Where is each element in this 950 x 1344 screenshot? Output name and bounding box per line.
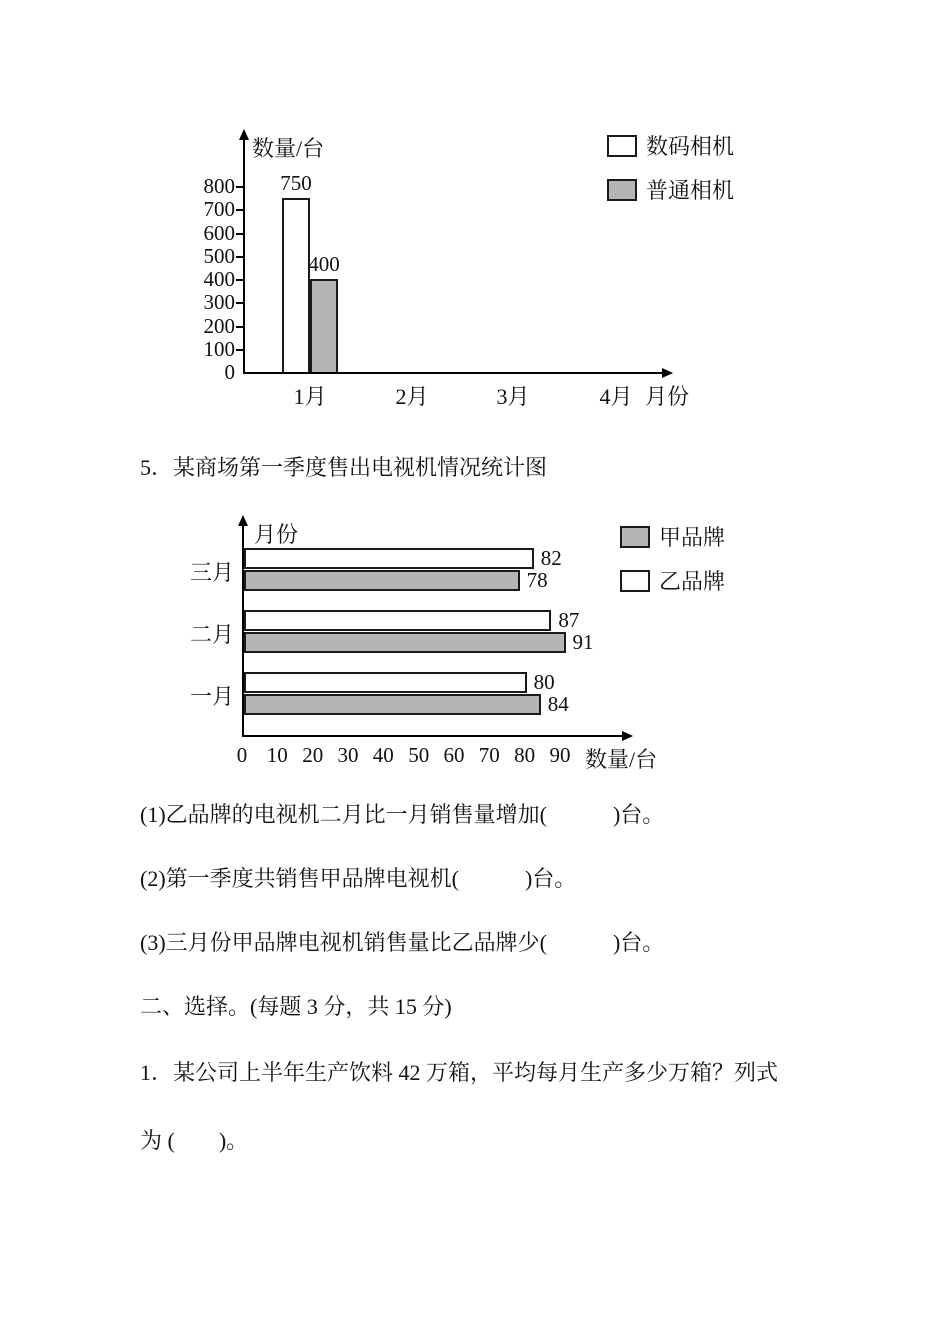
legend-label-brand-b: 乙品牌 — [659, 569, 726, 594]
legend-label-ordinary-camera: 普通相机 — [646, 178, 735, 203]
chart1-bar-value-label: 400 — [308, 252, 340, 276]
chart2-y-axis-arrow-icon — [238, 515, 248, 526]
chart2-x-tick-label: 50 — [408, 743, 430, 767]
chart2-bar-value-label: 84 — [547, 692, 569, 716]
chart1-y-tick — [236, 233, 243, 235]
chart1-y-tick — [236, 349, 243, 351]
chart2-x-tick-label: 70 — [478, 743, 500, 767]
chart1-y-tick — [236, 186, 243, 188]
chart1-y-tick — [236, 279, 243, 281]
chart1-x-axis — [243, 372, 662, 374]
chart2-x-tick-label: 60 — [443, 743, 465, 767]
question-5-sub-2: (2)第一季度共销售甲品牌电视机( )台。 — [140, 866, 577, 891]
chart1-legend — [607, 130, 734, 218]
chart2-bar-brand-b — [244, 610, 551, 631]
legend-row-ordinary-camera — [607, 174, 734, 205]
chart1-y-tick — [236, 256, 243, 258]
chart2-bar-brand-b — [244, 672, 527, 693]
question-5-sub-1: (1)乙品牌的电视机二月比一月销售量增加( )台。 — [140, 802, 665, 827]
legend-swatch-ordinary-camera — [607, 179, 637, 201]
legend-row-brand-b — [620, 565, 725, 596]
chart1-x-axis-label: 月份 — [645, 384, 690, 409]
legend-label-digital-camera: 数码相机 — [646, 134, 735, 159]
chart2-bar-value-label: 82 — [540, 546, 562, 570]
chart1-x-axis-arrow-icon — [662, 368, 673, 378]
legend-swatch-brand-a — [620, 526, 650, 548]
section-2-question-1-line-2: 为 ( )。 — [140, 1128, 249, 1153]
chart1-y-axis — [243, 140, 245, 374]
chart2-x-axis-arrow-icon — [622, 731, 633, 741]
chart1-category-label: 1月 — [293, 384, 327, 409]
chart1-y-axis-arrow-icon — [239, 129, 249, 140]
chart1-y-tick-label: 700 — [203, 197, 235, 221]
chart1-y-tick-label: 400 — [203, 267, 235, 291]
chart2-x-tick-label: 10 — [266, 743, 288, 767]
chart2-x-axis-label: 数量/台 — [585, 747, 658, 772]
chart2-category-label: 三月 — [189, 560, 234, 585]
chart1-y-tick-label: 100 — [203, 337, 235, 361]
question-5-heading: 5．某商场第一季度售出电视机情况统计图 — [140, 455, 548, 480]
chart1-y-tick-label: 800 — [203, 174, 235, 198]
chart1-y-tick-label: 500 — [203, 244, 235, 268]
chart2-x-tick-label: 40 — [372, 743, 394, 767]
chart1-y-tick-label: 200 — [203, 314, 235, 338]
question-5-sub-3: (3)三月份甲品牌电视机销售量比乙品牌少( )台。 — [140, 930, 665, 955]
legend-swatch-brand-b — [620, 570, 650, 592]
chart1-y-axis-label: 数量/台 — [252, 136, 325, 161]
chart2-x-axis — [242, 735, 622, 737]
chart2-legend — [620, 521, 725, 609]
chart2-bar-value-label: 80 — [533, 670, 555, 694]
chart2-category-label: 二月 — [189, 622, 234, 647]
legend-label-brand-a: 甲品牌 — [659, 525, 726, 550]
chart1-category-label: 3月 — [496, 384, 530, 409]
chart1-category-label: 4月 — [599, 384, 633, 409]
chart1-bar — [282, 198, 310, 372]
chart1-y-tick — [236, 302, 243, 304]
chart2-bar-brand-a — [244, 632, 566, 653]
chart1-bar — [310, 279, 338, 372]
chart2-bar-value-label: 91 — [572, 630, 594, 654]
chart1-bar-value-label: 750 — [280, 170, 312, 195]
chart2-y-axis-label: 月份 — [254, 522, 299, 547]
chart2-x-tick-label: 90 — [549, 743, 571, 767]
section-2-heading: 二、选择。(每题 3 分，共 15 分) — [140, 994, 452, 1019]
chart1-y-tick-label: 0 — [224, 360, 235, 384]
section-2-question-1-line-1: 1．某公司上半年生产饮料 42 万箱，平均每月生产多少万箱？列式 — [140, 1060, 779, 1085]
chart1-y-tick — [236, 209, 243, 211]
chart1-y-tick — [236, 326, 243, 328]
chart2-bar-value-label: 87 — [558, 608, 580, 632]
chart2-x-tick-label: 0 — [236, 743, 248, 767]
chart2-bar-value-label: 78 — [526, 568, 548, 592]
legend-row-brand-a — [620, 521, 725, 552]
chart1-y-tick-label: 600 — [203, 221, 235, 245]
legend-row-digital-camera — [607, 130, 734, 161]
chart2-category-label: 一月 — [189, 684, 234, 709]
chart2-bar-brand-a — [244, 570, 520, 591]
chart1-y-tick-label: 300 — [203, 290, 235, 314]
chart1-category-label: 2月 — [395, 384, 429, 409]
chart2-bar-brand-a — [244, 694, 541, 715]
chart2-x-tick-label: 30 — [337, 743, 359, 767]
chart2-x-tick-label: 20 — [302, 743, 324, 767]
chart2-bar-brand-b — [244, 548, 534, 569]
chart2-x-tick-label: 80 — [514, 743, 536, 767]
legend-swatch-digital-camera — [607, 135, 637, 157]
